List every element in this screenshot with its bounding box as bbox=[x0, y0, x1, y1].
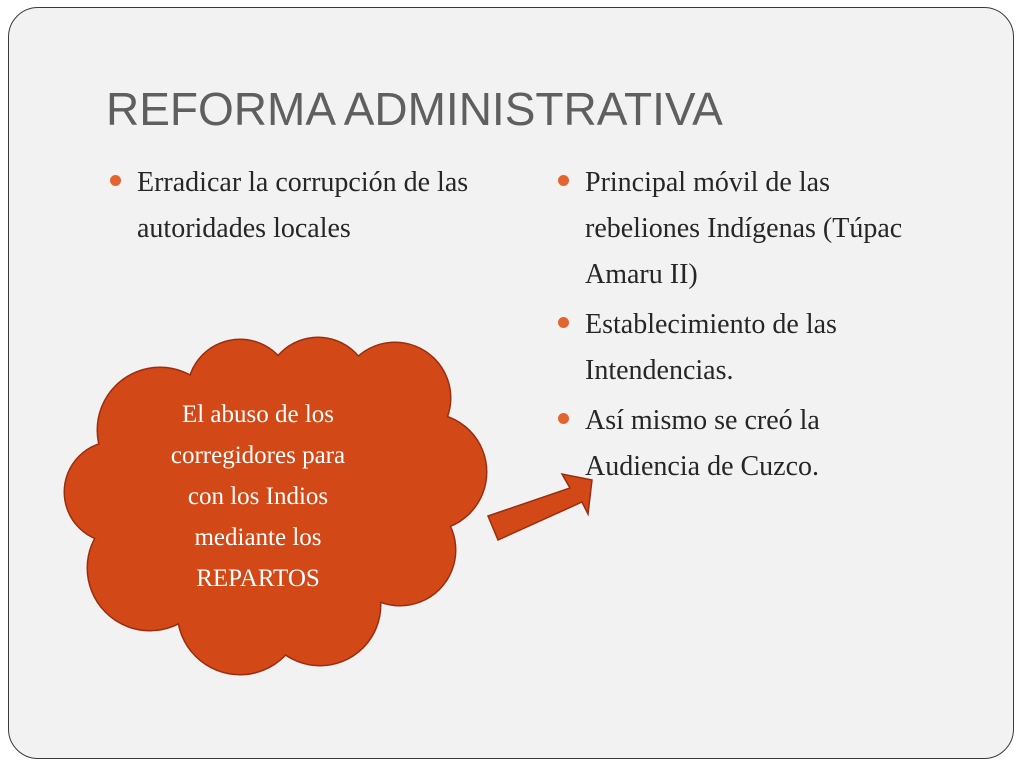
cloud-text-line: REPARTOS bbox=[196, 565, 320, 592]
bullet-text: Erradicar la corrupción de las autoridades locales bbox=[137, 167, 469, 244]
cloud-text-line: con los Indios bbox=[187, 483, 329, 510]
cloud-callout-text bbox=[138, 394, 378, 599]
bullet-text: Principal móvil de las rebeliones Indígenas (Túpac Amaru II) bbox=[585, 167, 903, 290]
cloud-text-line: corregidores para bbox=[170, 442, 346, 469]
cloud-text-line: mediante los bbox=[194, 524, 322, 551]
bullet-text: Así mismo se creó la Audiencia de Cuzco. bbox=[585, 405, 820, 482]
cloud-text-line: El abuso de los bbox=[181, 401, 335, 428]
slide-title: REFORMA ADMINISTRATIVA bbox=[106, 83, 723, 135]
bullet-text: Establecimiento de las Intendencias. bbox=[585, 309, 837, 386]
arrow-icon bbox=[488, 474, 592, 540]
